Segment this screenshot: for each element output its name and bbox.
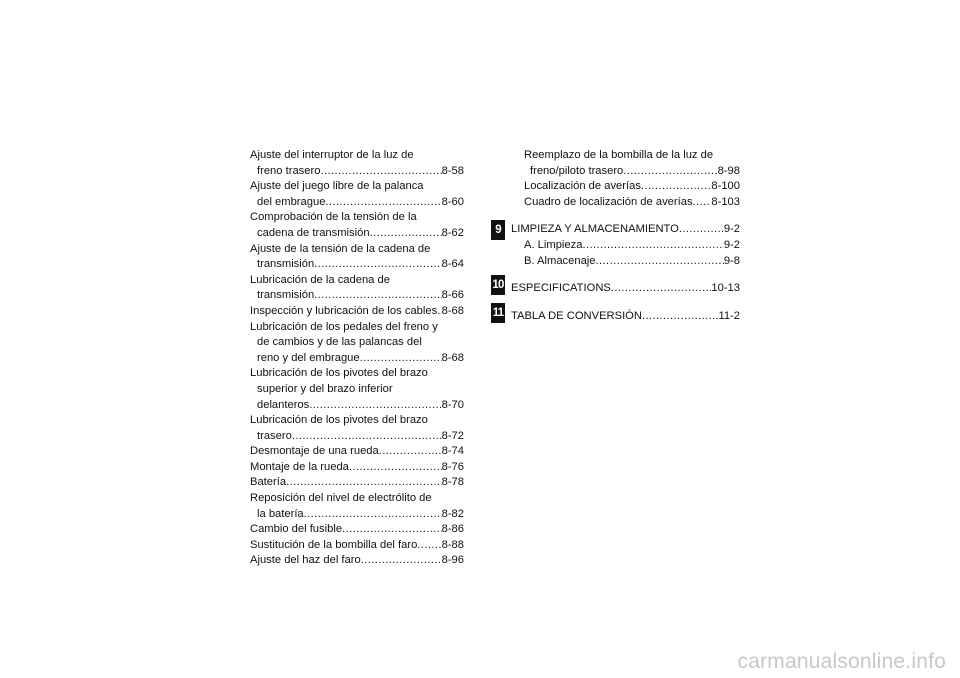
toc-page-number: 9-2 <box>723 238 740 251</box>
toc-entry-title: freno trasero <box>257 164 321 177</box>
toc-entry-title: delanteros <box>257 398 310 411</box>
toc-dot-leader <box>693 195 712 211</box>
toc-dot-leader <box>309 398 441 414</box>
toc-entry[interactable] <box>250 195 464 211</box>
section-gap <box>511 297 740 309</box>
toc-page-number: 8-74 <box>441 445 464 458</box>
toc-page-number: 8-78 <box>441 476 464 489</box>
toc-dot-leader <box>292 429 442 445</box>
toc-dot-leader <box>641 179 711 195</box>
toc-entry-title: Ajuste del juego libre de la palanca <box>250 180 424 193</box>
toc-entry-title: freno/piloto trasero <box>530 164 624 177</box>
toc-dot-leader <box>596 254 724 270</box>
toc-dot-leader <box>360 351 442 367</box>
toc-dot-leader <box>623 164 717 180</box>
toc-right-column <box>511 148 740 324</box>
toc-entry-title: Ajuste de la tensión de la cadena de <box>250 242 431 255</box>
toc-text-line <box>250 335 464 351</box>
toc-page-number: 8-98 <box>717 164 740 177</box>
toc-entry-title: transmisión <box>257 289 315 302</box>
toc-page-number: 8-66 <box>441 289 464 302</box>
toc-entry-title: trasero <box>257 429 292 442</box>
toc-page-number: 8-100 <box>711 180 740 193</box>
toc-entry-title: Desmontaje de una rueda <box>250 445 379 458</box>
toc-entry-title: Montaje de la rueda <box>250 460 349 473</box>
toc-entry[interactable] <box>511 179 740 195</box>
toc-entry-title: Reposición del nivel de electrólito de <box>250 492 432 505</box>
toc-dot-leader <box>342 522 442 538</box>
toc-entry[interactable] <box>250 429 464 445</box>
toc-entry[interactable] <box>511 164 740 180</box>
toc-entry-title: de cambios y de las palancas del <box>257 336 422 349</box>
toc-text-line <box>250 148 464 164</box>
toc-entry-title: Cambio del fusible <box>250 523 343 536</box>
toc-dot-leader <box>417 538 441 554</box>
toc-page-number: 8-103 <box>711 195 740 208</box>
chapter-tab-10[interactable]: 10 <box>491 275 505 295</box>
toc-text-line <box>250 273 464 289</box>
toc-entry[interactable] <box>250 288 464 304</box>
toc-entry-title: Lubricación de la cadena de <box>250 273 390 286</box>
toc-dot-leader <box>304 507 442 523</box>
toc-entry-title: Ajuste del interruptor de la luz de <box>250 149 414 161</box>
toc-page-number: 8-76 <box>441 460 464 473</box>
toc-dot-leader <box>361 553 442 569</box>
toc-page-number: 8-68 <box>441 304 464 317</box>
toc-entry[interactable] <box>250 444 464 460</box>
toc-dot-leader <box>379 444 442 460</box>
toc-dot-leader <box>370 226 442 242</box>
toc-entry-title: B. Almacenaje <box>524 254 596 267</box>
toc-entry-title: transmisión <box>257 258 315 271</box>
section-gap <box>511 269 740 281</box>
toc-entry[interactable] <box>511 281 740 297</box>
toc-text-line <box>250 242 464 258</box>
toc-page-number: 8-64 <box>441 258 464 271</box>
toc-entry-title: Localización de averías <box>524 180 641 193</box>
toc-entry[interactable] <box>250 257 464 273</box>
toc-entry-title: Lubricación de los pedales del freno y <box>250 320 438 333</box>
toc-text-line <box>250 179 464 195</box>
toc-entry[interactable] <box>250 304 464 320</box>
toc-entry-title: Comprobación de la tensión de la <box>250 211 417 224</box>
toc-page-number: 8-62 <box>441 226 464 239</box>
toc-entry-title: A. Limpieza <box>524 238 583 251</box>
toc-entry-title: Inspección y lubricación de los cables <box>250 304 438 317</box>
toc-entry-title: Lubricación de los pivotes del brazo <box>250 367 428 380</box>
toc-text-line <box>250 382 464 398</box>
toc-dot-leader <box>320 164 441 180</box>
toc-text-line <box>250 413 464 429</box>
toc-page-number: 8-60 <box>441 195 464 208</box>
toc-dot-leader <box>582 238 723 254</box>
toc-dot-leader <box>325 195 441 211</box>
toc-dot-leader <box>642 309 718 325</box>
toc-entry-title: la batería <box>257 507 304 520</box>
toc-entry-title: Sustitución de la bombilla del faro <box>250 538 418 551</box>
toc-dot-leader <box>679 222 724 238</box>
toc-text-line <box>511 148 740 164</box>
toc-entry[interactable] <box>250 226 464 242</box>
chapter-tab-11[interactable]: 11 <box>491 303 505 323</box>
toc-entry[interactable] <box>250 398 464 414</box>
toc-entry-title: TABLA DE CONVERSIÓN <box>511 309 642 322</box>
toc-page-number: 8-86 <box>441 523 464 536</box>
chapter-tab-9[interactable]: 9 <box>491 220 505 240</box>
toc-left-column <box>250 148 464 569</box>
toc-text-line <box>250 210 464 226</box>
toc-entry[interactable] <box>250 522 464 538</box>
toc-text-line <box>250 366 464 382</box>
toc-page-number: 11-2 <box>718 309 740 322</box>
toc-entry-title: Cuadro de localización de averías <box>524 195 693 208</box>
section-gap <box>511 210 740 222</box>
toc-entry[interactable] <box>250 538 464 554</box>
toc-dot-leader <box>314 288 441 304</box>
toc-entry[interactable] <box>250 507 464 523</box>
toc-page-number: 8-88 <box>441 538 464 551</box>
toc-entry-title: cadena de transmisión <box>257 226 370 239</box>
toc-text-line <box>250 320 464 336</box>
toc-entry-title: Lubricación de los pivotes del brazo <box>250 414 428 427</box>
toc-entry[interactable] <box>250 460 464 476</box>
toc-entry[interactable] <box>511 195 740 211</box>
toc-entry[interactable] <box>250 164 464 180</box>
toc-entry[interactable] <box>511 254 740 270</box>
toc-page-number: 8-72 <box>441 429 464 442</box>
toc-entry[interactable] <box>511 222 740 238</box>
toc-entry[interactable] <box>511 238 740 254</box>
toc-page-number: 9-8 <box>723 254 740 267</box>
toc-page-number: 9-2 <box>723 223 740 236</box>
toc-entry-title: superior y del brazo inferior <box>257 382 393 395</box>
toc-dot-leader <box>286 475 442 491</box>
toc-entry[interactable] <box>250 553 464 569</box>
toc-dot-leader <box>314 257 441 273</box>
toc-page-number: 8-82 <box>441 507 464 520</box>
toc-page-number: 8-96 <box>441 554 464 567</box>
toc-entry-title: Ajuste del haz del faro <box>250 554 361 567</box>
toc-dot-leader <box>611 281 712 297</box>
toc-dot-leader <box>349 460 442 476</box>
toc-entry-title: del embrague <box>257 195 326 208</box>
toc-entry-title: Batería <box>250 476 287 489</box>
toc-entry[interactable] <box>511 309 740 325</box>
toc-text-line <box>250 491 464 507</box>
toc-entry-title: ESPECIFICATIONS <box>511 282 611 295</box>
toc-page-number: 8-70 <box>441 398 464 411</box>
toc-entry-title: reno y del embrague <box>257 351 360 364</box>
toc-page-number: 8-58 <box>441 164 464 177</box>
toc-page-number: 10-13 <box>711 282 740 295</box>
toc-entry[interactable] <box>250 351 464 367</box>
toc-page-number: 8-68 <box>441 351 464 364</box>
toc-entry[interactable] <box>250 475 464 491</box>
toc-entry-title: LIMPIEZA Y ALMACENAMIENTO <box>511 223 679 236</box>
watermark-text: carmanualsonline.info <box>737 650 946 673</box>
toc-entry-title: Reemplazo de la bombilla de la luz de <box>524 149 714 161</box>
